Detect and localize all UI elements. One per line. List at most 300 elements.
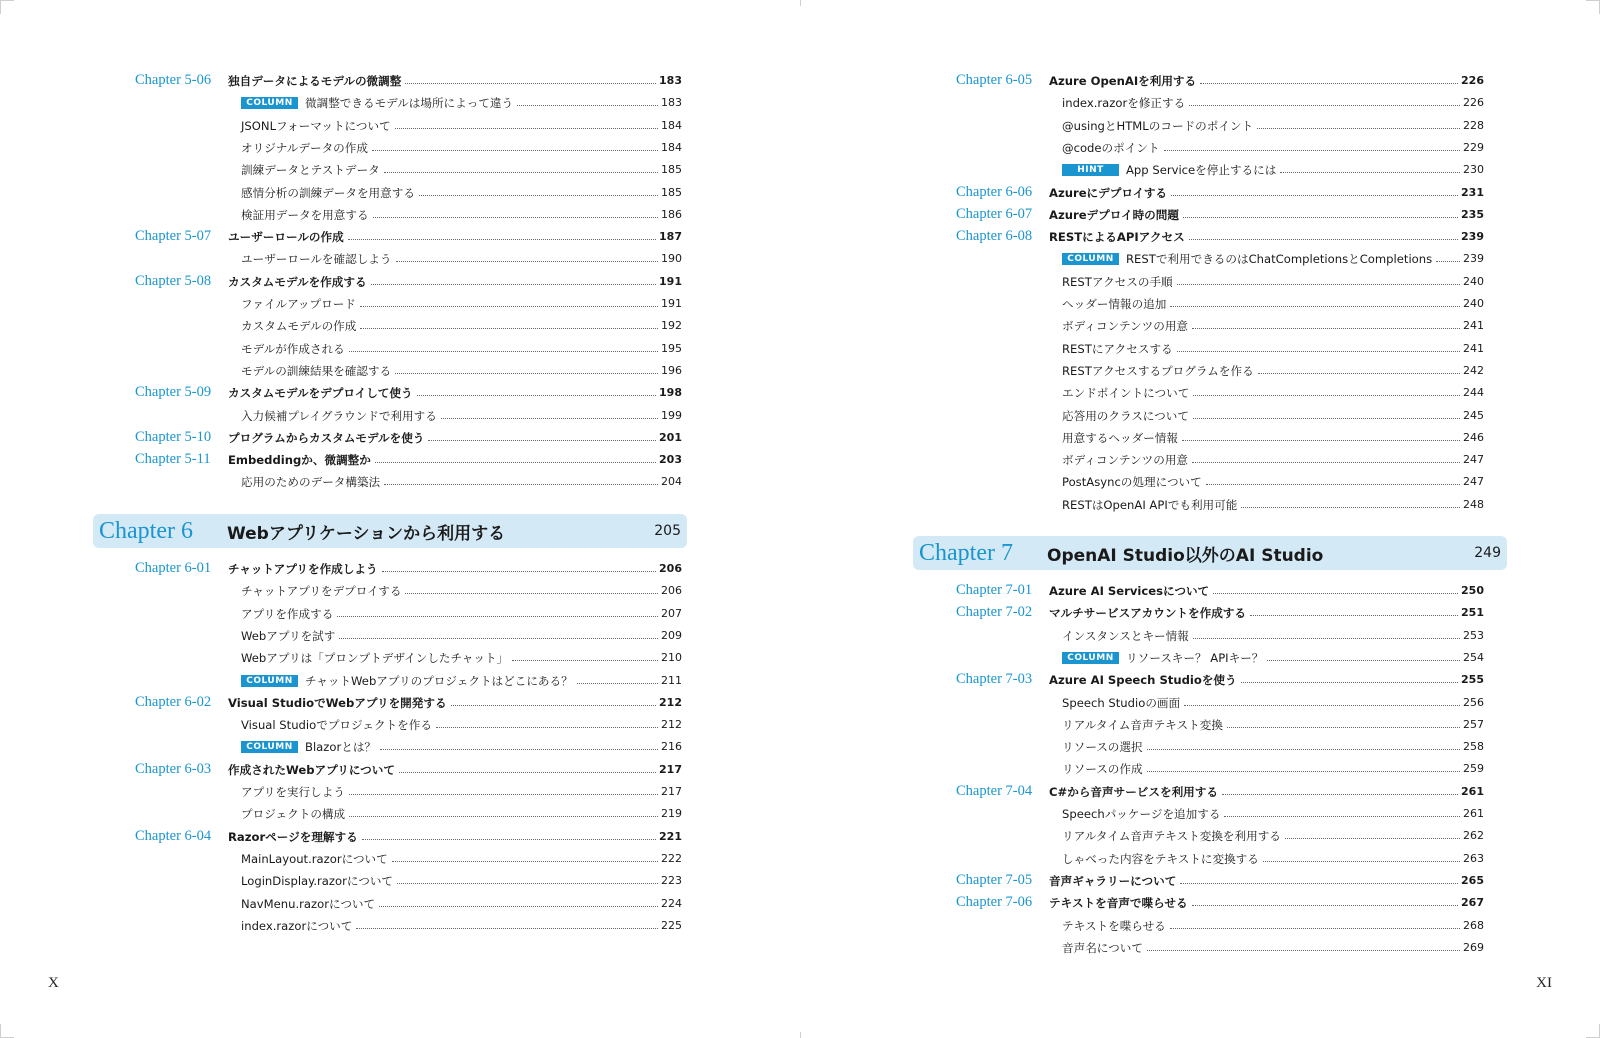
page-number: 245 bbox=[1463, 408, 1484, 422]
dot-leader bbox=[348, 239, 656, 240]
dot-leader bbox=[1436, 261, 1460, 262]
page-number: 259 bbox=[1463, 762, 1484, 776]
page-number: 198 bbox=[659, 386, 682, 400]
toc-subsection-entry bbox=[956, 382, 1484, 400]
page-number: 268 bbox=[1463, 918, 1484, 932]
entry-title: リソースの選択 bbox=[1062, 740, 1143, 755]
toc-subsection-entry bbox=[956, 137, 1484, 155]
dot-leader bbox=[441, 418, 658, 419]
page-number: 225 bbox=[661, 918, 682, 932]
toc-section-entry bbox=[135, 382, 682, 400]
entry-title: @usingとHTMLのコードのポイント bbox=[1062, 118, 1254, 133]
toc-subsection-entry bbox=[135, 293, 682, 311]
dot-leader bbox=[1180, 883, 1458, 884]
entry-title: Razorページを理解する bbox=[228, 829, 358, 844]
toc-subsection-entry bbox=[135, 204, 682, 222]
toc-subsection-entry bbox=[956, 758, 1484, 776]
section-number: Chapter 6-04 bbox=[135, 827, 212, 844]
section-number: Chapter 7-02 bbox=[956, 604, 1033, 621]
page-number: 226 bbox=[1463, 96, 1484, 110]
section-number: Chapter 6-06 bbox=[956, 183, 1033, 200]
page-number: 217 bbox=[659, 762, 682, 776]
page-number: 254 bbox=[1463, 650, 1484, 664]
page-number: 222 bbox=[661, 851, 682, 865]
section-number: Chapter 5-08 bbox=[135, 272, 212, 289]
toc-subsection-entry bbox=[956, 915, 1484, 933]
toc-subsection-entry bbox=[956, 825, 1484, 843]
entry-title: リソースの作成 bbox=[1062, 762, 1143, 777]
page-number: 231 bbox=[1461, 185, 1484, 199]
toc-subsection-entry bbox=[956, 360, 1484, 378]
toc-subsection-entry bbox=[135, 893, 682, 911]
toc-subsection-entry bbox=[135, 315, 682, 333]
entry-title: 音声名について bbox=[1062, 940, 1143, 955]
dot-leader bbox=[1213, 593, 1458, 594]
entry-title: @codeのポイント bbox=[1062, 140, 1160, 155]
entry-title: リアルタイム音声テキスト変換 bbox=[1062, 717, 1223, 732]
toc-subsection-entry bbox=[135, 92, 682, 110]
toc-subsection-entry bbox=[135, 159, 682, 177]
column-badge: COLUMN bbox=[241, 675, 298, 687]
page-number: 223 bbox=[661, 874, 682, 888]
dot-leader bbox=[384, 484, 658, 485]
page-number: 211 bbox=[661, 673, 682, 687]
dot-leader bbox=[517, 105, 658, 106]
section-number: Chapter 5-11 bbox=[135, 451, 211, 468]
toc-subsection-entry bbox=[135, 803, 682, 821]
page-number: 248 bbox=[1463, 497, 1484, 511]
page-number: 196 bbox=[661, 363, 682, 377]
toc-section-entry bbox=[135, 70, 682, 88]
entry-title: エンドポイントについて bbox=[1062, 386, 1190, 401]
toc-section-entry bbox=[135, 692, 682, 710]
entry-title: MainLayout.razorについて bbox=[241, 851, 388, 866]
toc-section-entry bbox=[956, 204, 1484, 222]
entry-title: Webアプリを試す bbox=[241, 628, 336, 643]
entry-title: Embeddingか、微調整か bbox=[228, 453, 371, 468]
entry-title: 訓練データとテストデータ bbox=[241, 163, 380, 178]
page-number: 250 bbox=[1461, 584, 1484, 597]
page-number: 204 bbox=[661, 475, 682, 489]
page-number: 186 bbox=[661, 207, 682, 221]
dot-leader bbox=[397, 883, 658, 884]
entry-title: RESTによるAPIアクセス bbox=[1049, 230, 1185, 245]
dot-leader bbox=[577, 683, 658, 684]
dot-leader bbox=[512, 660, 658, 661]
entry-title: 入力候補プレイグラウンドで利用する bbox=[241, 408, 437, 423]
dot-leader bbox=[1189, 105, 1460, 106]
entry-title: プログラムからカスタムモデルを使う bbox=[228, 430, 425, 445]
toc-subsection-entry bbox=[135, 870, 682, 888]
page-number: 265 bbox=[1461, 873, 1484, 887]
entry-title: アプリを実行しよう bbox=[241, 785, 345, 799]
entry-title: index.razorについて bbox=[241, 918, 353, 933]
section-number: Chapter 7-05 bbox=[956, 871, 1033, 888]
page-number: 241 bbox=[1463, 341, 1484, 355]
dot-leader bbox=[1206, 484, 1460, 485]
toc-subsection-entry bbox=[956, 471, 1484, 489]
page-number: 212 bbox=[659, 695, 682, 709]
toc-subsection-entry bbox=[135, 137, 682, 155]
toc-subsection-entry bbox=[956, 293, 1484, 311]
entry-title: LoginDisplay.razorについて bbox=[241, 874, 394, 889]
page-number: 195 bbox=[661, 341, 682, 355]
dot-leader bbox=[1147, 771, 1460, 772]
page-number: 239 bbox=[1461, 230, 1484, 244]
toc-subsection-entry bbox=[956, 427, 1484, 445]
entry-title: マルチサービスアカウントを作成する bbox=[1049, 606, 1246, 621]
entry-title: テキストを音声で喋らせる bbox=[1049, 896, 1188, 911]
page-number: 228 bbox=[1463, 118, 1484, 132]
entry-title: Azureにデプロイする bbox=[1049, 185, 1168, 200]
dot-leader bbox=[1193, 395, 1460, 396]
dot-leader bbox=[1263, 861, 1460, 862]
entry-title: 音声ギャラリーについて bbox=[1049, 873, 1177, 888]
entry-title: カスタムモデルをデプロイして使う bbox=[228, 386, 413, 401]
dot-leader bbox=[1241, 682, 1458, 683]
entry-title: Azure OpenAIを利用する bbox=[1049, 74, 1197, 88]
entry-title: RESTアクセスの手順 bbox=[1062, 274, 1173, 289]
entry-title: Azure AI Speech Studioを使う bbox=[1049, 673, 1237, 688]
entry-title: リアルタイム音声テキスト変換を利用する bbox=[1062, 829, 1281, 844]
entry-title: Webアプリは「プロンプトデザインしたチャット」 bbox=[241, 651, 509, 666]
entry-title: App Serviceを停止するには bbox=[1126, 163, 1277, 178]
entry-title: PostAsyncの処理について bbox=[1062, 475, 1202, 490]
dot-leader bbox=[360, 306, 658, 307]
page-number: 221 bbox=[659, 829, 682, 843]
section-number: Chapter 6-02 bbox=[135, 693, 212, 710]
dot-leader bbox=[1171, 195, 1458, 196]
entry-title: ファイルアップロード bbox=[241, 297, 356, 311]
dot-leader bbox=[395, 373, 658, 374]
dot-leader bbox=[373, 217, 658, 218]
dot-leader bbox=[451, 705, 656, 706]
column-badge: COLUMN bbox=[241, 97, 298, 109]
toc-subsection-entry bbox=[135, 736, 682, 754]
page-number: 261 bbox=[1461, 784, 1484, 798]
entry-title: ボディコンテンツの用意 bbox=[1062, 453, 1189, 468]
entry-title: Speech Studioの画面 bbox=[1062, 695, 1181, 710]
page-number: 201 bbox=[659, 430, 682, 444]
toc-subsection-entry bbox=[135, 471, 682, 489]
page-number: 219 bbox=[661, 807, 682, 821]
chapter-heading bbox=[913, 536, 1507, 570]
toc-section-entry bbox=[956, 580, 1484, 598]
column-badge: COLUMN bbox=[1062, 652, 1119, 664]
entry-title: モデルの訓練結果を確認する bbox=[241, 363, 392, 378]
dot-leader bbox=[1177, 284, 1460, 285]
page-number: 206 bbox=[659, 562, 682, 575]
entry-title: C#から音声サービスを利用する bbox=[1049, 784, 1218, 799]
toc-subsection-entry bbox=[135, 182, 682, 200]
entry-title: RESTにアクセスする bbox=[1062, 341, 1173, 356]
entry-title: 検証用データを用意する bbox=[241, 207, 369, 222]
dot-leader bbox=[1285, 838, 1460, 839]
dot-leader bbox=[1250, 615, 1458, 616]
section-number: Chapter 7-06 bbox=[956, 894, 1033, 911]
dot-leader bbox=[1192, 328, 1460, 329]
page-number: 235 bbox=[1461, 207, 1484, 221]
page-number: 190 bbox=[661, 252, 682, 266]
entry-title: テキストを喋らせる bbox=[1062, 918, 1166, 933]
section-number: Chapter 6-05 bbox=[956, 72, 1033, 88]
entry-title: ユーザーロールを確認しよう bbox=[241, 252, 392, 267]
page-number: 210 bbox=[661, 651, 682, 665]
dot-leader bbox=[375, 462, 656, 463]
page-number: 240 bbox=[1463, 274, 1484, 288]
dot-leader bbox=[1257, 128, 1460, 129]
entry-title: NavMenu.razorについて bbox=[241, 896, 376, 911]
section-number: Chapter 6-07 bbox=[956, 205, 1033, 222]
toc-subsection-entry bbox=[135, 781, 682, 799]
dot-leader bbox=[372, 150, 658, 151]
dot-leader bbox=[349, 816, 658, 817]
page-number: 185 bbox=[661, 163, 682, 177]
entry-title: RESTアクセスするプログラムを作る bbox=[1062, 363, 1254, 378]
toc-section-entry bbox=[956, 602, 1484, 620]
page-number: 246 bbox=[1463, 430, 1484, 444]
section-number: Chapter 6-08 bbox=[956, 228, 1033, 245]
toc-subsection-entry bbox=[135, 405, 682, 423]
page-number: 230 bbox=[1463, 163, 1484, 177]
entry-title: 用意するヘッダー情報 bbox=[1062, 430, 1178, 445]
page-number: 261 bbox=[1463, 807, 1484, 820]
entry-title: 応用のためのデータ構築法 bbox=[241, 475, 381, 490]
dot-leader bbox=[380, 749, 658, 750]
dot-leader bbox=[392, 861, 658, 862]
entry-title: カスタムモデルの作成 bbox=[241, 319, 357, 334]
section-number: Chapter 5-09 bbox=[135, 384, 212, 401]
toc-subsection-entry bbox=[135, 625, 682, 643]
page-number: 263 bbox=[1463, 851, 1484, 865]
entry-title: JSONLフォーマットについて bbox=[241, 118, 391, 133]
toc-subsection-entry bbox=[135, 848, 682, 866]
entry-title: Azureデプロイ時の問題 bbox=[1049, 207, 1179, 222]
page-number: 247 bbox=[1463, 453, 1484, 467]
toc-subsection-entry bbox=[135, 360, 682, 378]
dot-leader bbox=[1224, 816, 1460, 817]
toc-subsection-entry bbox=[135, 338, 682, 356]
toc-subsection-entry bbox=[135, 115, 682, 133]
dot-leader bbox=[360, 328, 658, 329]
dot-leader bbox=[417, 395, 656, 396]
dot-leader bbox=[395, 128, 658, 129]
dot-leader bbox=[1164, 150, 1460, 151]
toc-subsection-entry bbox=[956, 494, 1484, 512]
dot-leader bbox=[428, 440, 656, 441]
toc-list-bottom bbox=[135, 558, 682, 938]
page-number: 217 bbox=[661, 785, 682, 798]
page-number: 191 bbox=[661, 297, 682, 310]
dot-leader bbox=[1183, 217, 1458, 218]
toc-subsection-entry bbox=[956, 937, 1484, 955]
toc-section-entry bbox=[956, 226, 1484, 244]
entry-title: 感情分析の訓練データを用意する bbox=[241, 185, 415, 200]
page-number: 184 bbox=[661, 118, 682, 132]
dot-leader bbox=[339, 638, 658, 639]
dot-leader bbox=[1147, 749, 1460, 750]
dot-leader bbox=[1193, 418, 1460, 419]
entry-title: Visual Studioでプロジェクトを作る bbox=[241, 718, 432, 733]
dot-leader bbox=[1192, 905, 1458, 906]
entry-title: チャットWebアプリのプロジェクトはどこにある？ bbox=[305, 673, 573, 688]
entry-title: インスタンスとキー情報 bbox=[1062, 628, 1189, 643]
toc-section-entry bbox=[135, 759, 682, 777]
column-badge: COLUMN bbox=[241, 741, 298, 753]
page-number: 192 bbox=[661, 319, 682, 333]
chapter-title: Webアプリケーションから利用する bbox=[227, 523, 506, 544]
dot-leader bbox=[1222, 794, 1458, 795]
entry-title: 独自データによるモデルの微調整 bbox=[228, 74, 402, 88]
dot-leader bbox=[1184, 705, 1460, 706]
chapter-label: Chapter 7 bbox=[919, 539, 1013, 566]
entry-title: index.razorを修正する bbox=[1062, 96, 1186, 111]
toc-section-entry bbox=[956, 892, 1484, 910]
entry-title: チャットアプリをデプロイする bbox=[241, 584, 402, 599]
toc-subsection-entry bbox=[956, 248, 1484, 266]
toc-section-entry bbox=[135, 271, 682, 289]
dot-leader bbox=[379, 906, 658, 907]
entry-title: プロジェクトの構成 bbox=[241, 807, 346, 822]
page-number: 183 bbox=[661, 96, 682, 110]
page-number: 257 bbox=[1463, 717, 1484, 731]
page-number: 251 bbox=[1461, 606, 1484, 620]
dot-leader bbox=[1189, 239, 1458, 240]
dot-leader bbox=[396, 261, 659, 262]
dot-leader bbox=[1182, 440, 1460, 441]
entry-title: Visual StudioでWebアプリを開発する bbox=[228, 695, 447, 710]
page-number: 241 bbox=[1463, 319, 1484, 333]
toc-section-entry bbox=[135, 558, 682, 576]
page-number: 242 bbox=[1463, 363, 1484, 377]
page-number: 206 bbox=[661, 584, 682, 598]
page-number: 191 bbox=[659, 274, 682, 288]
entry-title: ユーザーロールの作成 bbox=[228, 230, 344, 245]
page-number: 247 bbox=[1463, 475, 1484, 489]
page-number: 207 bbox=[661, 606, 682, 620]
section-number: Chapter 5-10 bbox=[135, 428, 212, 445]
toc-list-bottom bbox=[956, 580, 1484, 960]
chapter-heading bbox=[93, 514, 687, 548]
dot-leader bbox=[1258, 373, 1460, 374]
toc-subsection-entry bbox=[956, 848, 1484, 866]
entry-title: 微調整できるモデルは場所によって違う bbox=[305, 96, 514, 111]
toc-subsection-entry bbox=[956, 625, 1484, 643]
dot-leader bbox=[399, 772, 656, 773]
toc-subsection-entry bbox=[956, 405, 1484, 423]
page-number: 209 bbox=[661, 628, 682, 642]
column-badge: COLUMN bbox=[1062, 253, 1119, 265]
dot-leader bbox=[405, 593, 658, 594]
page-number: 216 bbox=[661, 740, 682, 754]
toc-subsection-entry bbox=[135, 915, 682, 933]
chapter-page: 249 bbox=[1474, 545, 1501, 561]
toc-subsection-entry bbox=[135, 248, 682, 266]
page-number: 224 bbox=[661, 896, 682, 910]
entry-title: Azure AI Servicesについて bbox=[1049, 584, 1210, 598]
dot-leader bbox=[371, 284, 656, 285]
dot-leader bbox=[1147, 950, 1460, 951]
toc-subsection-entry bbox=[956, 692, 1484, 710]
entry-title: リソースキー？ APIキー？ bbox=[1126, 650, 1264, 665]
entry-title: Speechパッケージを追加する bbox=[1062, 807, 1221, 821]
page-number: 226 bbox=[1461, 74, 1484, 87]
toc-section-entry bbox=[956, 669, 1484, 687]
dot-leader bbox=[1241, 507, 1460, 508]
page-number: 184 bbox=[661, 140, 682, 154]
toc-section-entry bbox=[135, 449, 682, 467]
toc-subsection-entry bbox=[956, 315, 1484, 333]
page-number: 183 bbox=[659, 74, 682, 87]
page-number: 187 bbox=[659, 230, 682, 244]
entry-title: アプリを作成する bbox=[241, 606, 334, 621]
dot-leader bbox=[1227, 727, 1460, 728]
toc-subsection-entry bbox=[135, 670, 682, 688]
page-number: 262 bbox=[1463, 829, 1484, 843]
page-number: 185 bbox=[661, 185, 682, 199]
toc-subsection-entry bbox=[135, 647, 682, 665]
entry-title: 応答用のクラスについて bbox=[1062, 408, 1189, 423]
toc-subsection-entry bbox=[956, 647, 1484, 665]
section-number: Chapter 6-03 bbox=[135, 760, 212, 777]
section-number: Chapter 5-06 bbox=[135, 72, 212, 88]
toc-subsection-entry bbox=[956, 115, 1484, 133]
page-number: 258 bbox=[1463, 740, 1484, 754]
dot-leader bbox=[1200, 83, 1458, 84]
page-number: 267 bbox=[1461, 896, 1484, 910]
dot-leader bbox=[1280, 172, 1460, 173]
dot-leader bbox=[356, 928, 658, 929]
page-folio: X bbox=[48, 975, 59, 991]
section-number: Chapter 7-01 bbox=[956, 582, 1033, 598]
section-number: Chapter 6-01 bbox=[135, 560, 212, 576]
toc-section-entry bbox=[956, 870, 1484, 888]
entry-title: オリジナルデータの作成 bbox=[241, 140, 368, 155]
dot-leader bbox=[337, 616, 658, 617]
page-number: 212 bbox=[661, 718, 682, 732]
dot-leader bbox=[349, 794, 658, 795]
dot-leader bbox=[419, 195, 658, 196]
dot-leader bbox=[1170, 306, 1460, 307]
entry-title: モデルが作成される bbox=[241, 341, 345, 356]
toc-section-entry bbox=[956, 182, 1484, 200]
toc-subsection-entry bbox=[956, 803, 1484, 821]
dot-leader bbox=[1177, 351, 1460, 352]
page-folio: XI bbox=[1536, 975, 1552, 991]
dot-leader bbox=[1267, 660, 1460, 661]
toc-section-entry bbox=[135, 226, 682, 244]
entry-title: ヘッダー情報の追加 bbox=[1062, 297, 1167, 311]
entry-title: RESTはOpenAI APIでも利用可能 bbox=[1062, 497, 1238, 512]
page-number: 256 bbox=[1463, 695, 1484, 709]
toc-subsection-entry bbox=[956, 338, 1484, 356]
entry-title: カスタムモデルを作成する bbox=[228, 274, 367, 289]
toc-section-entry bbox=[135, 826, 682, 844]
dot-leader bbox=[384, 172, 658, 173]
toc-section-entry bbox=[956, 70, 1484, 88]
toc-subsection-entry bbox=[135, 580, 682, 598]
hint-badge: HINT bbox=[1062, 164, 1119, 176]
page-number: 269 bbox=[1463, 940, 1484, 954]
dot-leader bbox=[405, 83, 656, 84]
toc-subsection-entry bbox=[956, 449, 1484, 467]
toc-subsection-entry bbox=[135, 714, 682, 732]
toc-subsection-entry bbox=[956, 736, 1484, 754]
toc-subsection-entry bbox=[956, 271, 1484, 289]
page-number: 244 bbox=[1463, 386, 1484, 400]
page-number: 240 bbox=[1463, 297, 1484, 310]
section-number: Chapter 5-07 bbox=[135, 228, 212, 245]
